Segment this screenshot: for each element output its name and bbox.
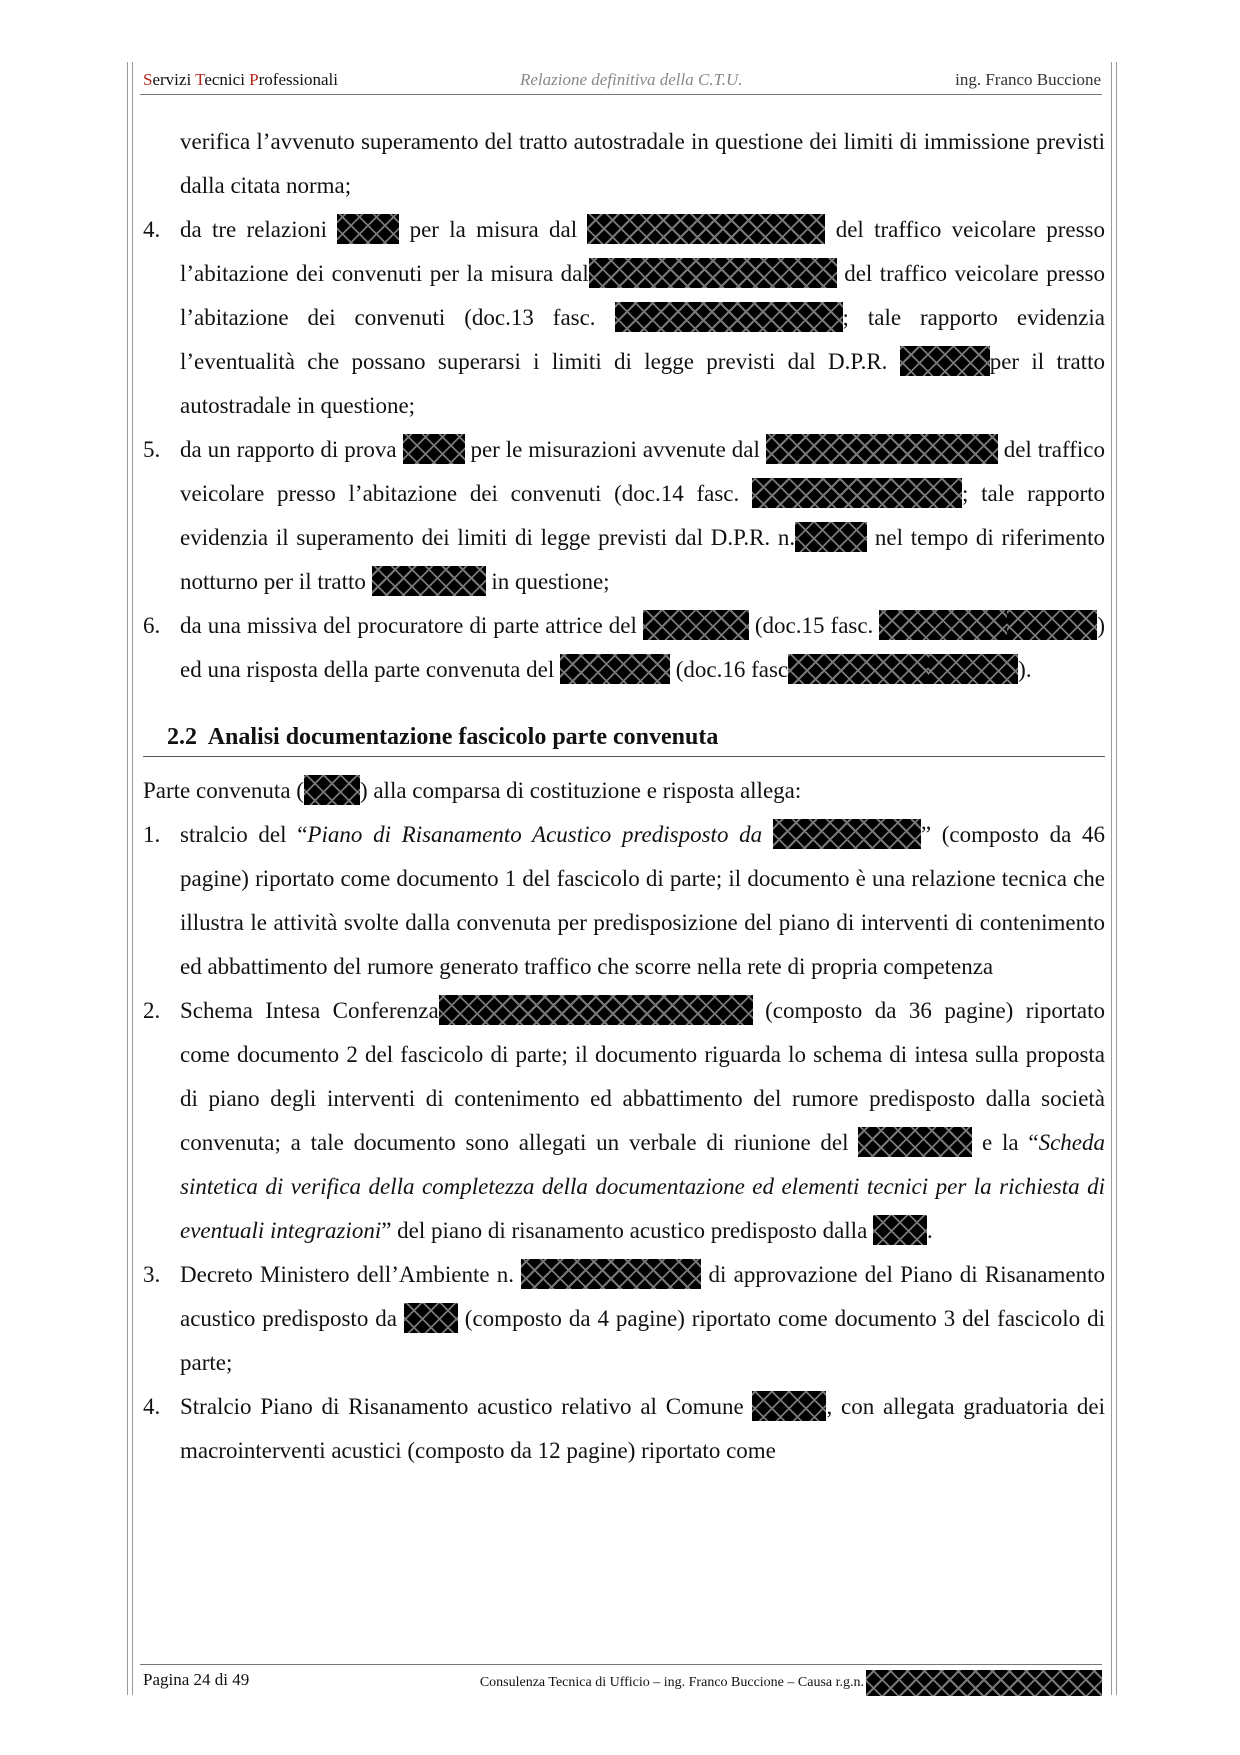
redaction: [773, 819, 921, 849]
page-border-right-inner: [1111, 62, 1112, 1695]
text: per le misurazioni avvenute dal: [464, 437, 766, 462]
text: Parte convenuta (: [143, 778, 304, 803]
redaction: [795, 522, 867, 552]
list-item: [143, 813, 1105, 989]
continued-paragraph: verifica l’avvenuto superamento del tratto autostradale in questione dei limiti di immissione previsti dalla citata norma;: [180, 129, 1105, 198]
redaction: [873, 1215, 927, 1245]
text: per la misura dal: [399, 217, 588, 242]
redaction: [439, 995, 753, 1025]
redaction: [404, 1303, 458, 1333]
redaction: [521, 1259, 701, 1289]
redaction: [589, 258, 837, 288]
list-item: [143, 604, 1105, 692]
footer-right: [480, 1670, 1102, 1696]
text: (composto da 4 pagine) riportato come documento 3 del fascicolo di parte;: [180, 1306, 1105, 1375]
text: ” (composto da 46 pagine) riportato come documento 1 del fascicolo di parte; il documento è una relazione tecnica che illustra le attività svolte dalla convenuta per predisposizione del piano di interventi di contenimento ed abbattimento del rumore generato traffico che scorre nella rete di propria competenza: [180, 822, 1105, 979]
page-number: Pagina 24 di 49: [143, 1670, 250, 1689]
redaction: [643, 610, 749, 640]
text: ; tale rapporto evidenzia il superamento dei limiti di legge previsti dal D.P.R. n.: [180, 481, 1105, 550]
text: ” del piano di risanamento acustico predisposto dalla: [381, 1218, 874, 1243]
text: (composto da 36 pagine) riportato come documento 2 del fascicolo di parte; il documento riguarda lo schema di intesa sulla proposta di piano degli interventi di contenimento ed abbattimento del rumore predisposto dalla società convenuta; a tale documento sono allegati un verbale di riunione del: [180, 998, 1105, 1155]
redaction: [928, 654, 1018, 684]
text: ) ed una risposta della parte convenuta del: [180, 613, 1105, 682]
section-number: 2.2: [167, 724, 197, 750]
redaction: [587, 214, 825, 244]
text: (doc.16 fasc: [670, 657, 789, 682]
text: ) alla comparsa di costituzione e risposta allega:: [359, 778, 802, 803]
list-number: 3.: [143, 1262, 161, 1287]
redaction: [372, 566, 486, 596]
header-left-w3: rofessionali: [258, 70, 338, 89]
redaction: [788, 654, 928, 684]
text: Schema Intesa Conferenza: [180, 998, 439, 1023]
text: nel tempo di riferimento notturno per il tratto: [180, 525, 1105, 594]
header-rule: [140, 94, 1102, 95]
list-number: 4.: [143, 217, 161, 242]
redaction: [304, 775, 360, 805]
list-number: 1.: [143, 822, 161, 847]
section-intro: [143, 769, 1105, 813]
text: ).: [1018, 657, 1032, 682]
text: del traffico veicolare presso l’abitazione dei convenuti per la misura dal: [180, 217, 1105, 286]
header-left-w2: ecnici: [204, 70, 245, 89]
redaction: [900, 346, 990, 376]
list-item: [143, 989, 1105, 1253]
page-content: [143, 120, 1105, 1473]
list-number: 6.: [143, 613, 161, 638]
text: stralcio del “: [180, 822, 308, 847]
redaction: [403, 434, 465, 464]
redaction: [615, 302, 843, 332]
redaction: [752, 478, 962, 508]
text: da un rapporto di prova: [180, 437, 403, 462]
header-left: Servizi Tecnici Professionali: [143, 70, 338, 89]
page-border-left-outer: [127, 62, 128, 1695]
redaction: [866, 1670, 1102, 1696]
footer-text: Consulenza Tecnica di Ufficio – ing. Franco Buccione – Causa r.g.n.: [479, 1675, 864, 1690]
list-item: [143, 208, 1105, 428]
redaction: [879, 610, 1007, 640]
text: di approvazione del Piano di Risanamento acustico predisposto da: [180, 1262, 1105, 1331]
redaction: [752, 1391, 826, 1421]
page-border-left-inner: [132, 62, 133, 1695]
section-heading: [143, 718, 1105, 757]
header-right: ing. Franco Buccione: [955, 70, 1101, 89]
page-border-right-outer: [1116, 62, 1117, 1695]
redaction: [560, 654, 670, 684]
text: del traffico veicolare presso l’abitazione dei convenuti (doc.14 fasc.: [180, 437, 1105, 506]
text: da tre relazioni: [180, 217, 338, 242]
text: .: [927, 1218, 933, 1243]
text: ; tale rapporto evidenzia l’eventualità che possano superarsi i limiti di legge previsti dal D.P.R.: [180, 305, 1105, 374]
text: in questione;: [485, 569, 610, 594]
text: Stralcio Piano di Risanamento acustico relativo al Comune: [180, 1394, 753, 1419]
redaction: [858, 1127, 972, 1157]
text: da una missiva del procuratore di parte attrice del: [180, 613, 643, 638]
redaction: [766, 434, 998, 464]
text: per il tratto autostradale in questione;: [180, 349, 1105, 418]
list-item: [143, 1385, 1105, 1473]
list-number: 2.: [143, 998, 161, 1023]
redaction: [337, 214, 399, 244]
header-left-w1: ervizi: [152, 70, 192, 89]
italic-text: Piano di Risanamento Acustico predisposto da: [307, 822, 773, 847]
list-item: [143, 428, 1105, 604]
text: , con allegata graduatoria dei macrointerventi acustici (composto da 12 pagine) riportato come: [180, 1394, 1105, 1463]
header-center: Relazione definitiva della C.T.U.: [520, 70, 743, 89]
text: Decreto Ministero dell’Ambiente n.: [180, 1262, 522, 1287]
redaction: [1007, 610, 1097, 640]
text: del traffico veicolare presso l’abitazione dei convenuti (doc.13 fasc.: [180, 261, 1105, 330]
section-title: Analisi documentazione fascicolo parte convenuta: [207, 724, 719, 750]
list-number: 4.: [143, 1394, 161, 1419]
italic-text: Scheda sintetica di verifica della completezza della documentazione ed elementi tecnici per la richiesta di eventuali integrazioni: [180, 1130, 1105, 1243]
list-item: [143, 1253, 1105, 1385]
footer-rule: [140, 1664, 1102, 1665]
text: e la “: [972, 1130, 1039, 1155]
text: (doc.15 fasc.: [748, 613, 880, 638]
list-number: 5.: [143, 437, 161, 462]
